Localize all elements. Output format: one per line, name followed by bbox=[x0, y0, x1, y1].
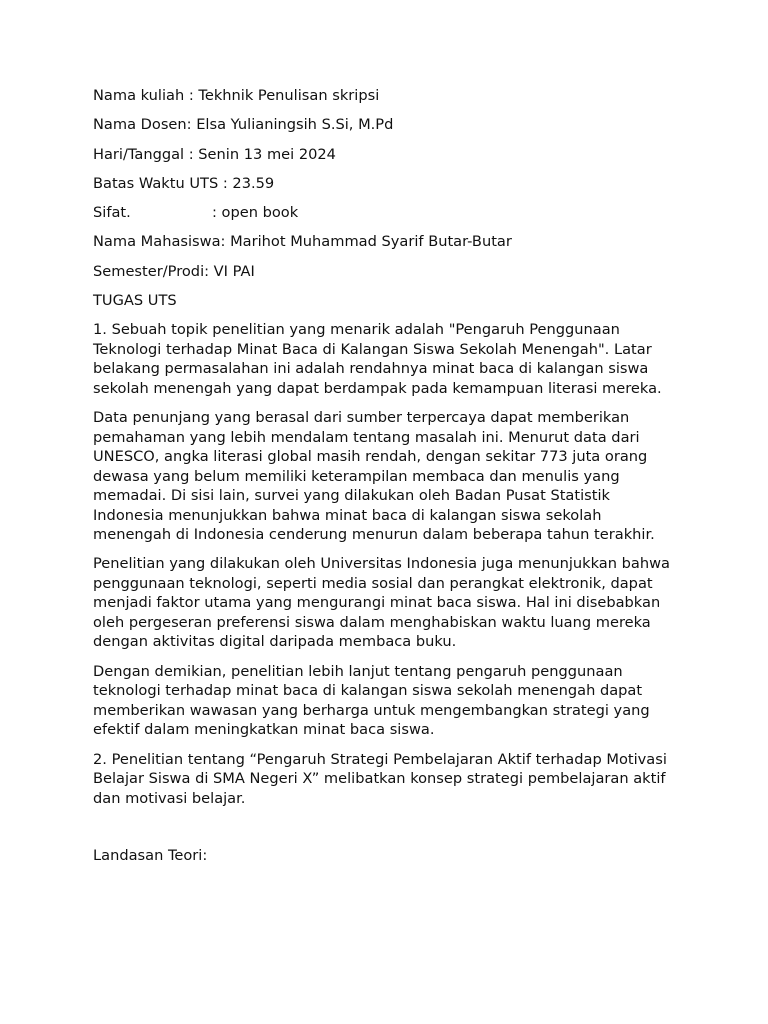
semester-line: Semester/Prodi: VI PAI bbox=[93, 262, 255, 280]
date-line: Hari/Tanggal : Senin 13 mei 2024 bbox=[93, 145, 336, 163]
paragraph-1: 1. Sebuah topik penelitian yang menarik adalah "Pengaruh Penggunaan Teknologi terhadap Minat Baca di Kalangan Siswa Sekolah Menengah". Latar belakang permasalahan ini adalah rendahnya minat baca di kalangan siswa sekolah menengah yang dapat berdampak pada kemampuan literasi mereka. bbox=[93, 321, 662, 397]
paragraph-2: Data penunjang yang berasal dari sumber terpercaya dapat memberikan pemahaman yang lebih mendalam tentang masalah ini. Menurut data dari UNESCO, angka literasi global masih rendah, dengan sekitar 773 juta orang dewasa yang belum memiliki keterampilan membaca dan menulis yang memadai. Di sisi lain, survei yang dilakukan oleh Badan Pusat Statistik Indonesia menunjukkan bahwa minat baca di kalangan siswa sekolah menengah di Indonesia cenderung menurun dalam beberapa tahun terakhir. bbox=[93, 409, 655, 544]
nature-label: Sifat. bbox=[93, 204, 131, 222]
assignment-title: TUGAS UTS bbox=[93, 292, 177, 310]
paragraph-5: 2. Penelitian tentang “Pengaruh Strategi Pembelajaran Aktif terhadap Motivasi Belajar Siswa di SMA Negeri X” melibatkan konsep strategi pembelajaran aktif dan motivasi belajar. bbox=[93, 750, 667, 807]
deadline-line: Batas Waktu UTS : 23.59 bbox=[93, 174, 275, 192]
document-body bbox=[93, 86, 681, 875]
student-line: Nama Mahasiswa: Marihot Muhammad Syarif Butar-Butar bbox=[93, 233, 512, 251]
course-line: Nama kuliah : Tekhnik Penulisan skripsi bbox=[93, 87, 380, 104]
section-heading: Landasan Teori: bbox=[93, 847, 208, 865]
paragraph-4: Dengan demikian, penelitian lebih lanjut tentang pengaruh penggunaan teknologi terhadap minat baca di kalangan siswa sekolah menengah dapat memberikan wawasan yang berharga untuk mengembangkan strategi yang efektif dalam meningkatkan minat baca siswa. bbox=[93, 662, 650, 739]
lecturer-line: Nama Dosen: Elsa Yulianingsih S.Si, M.Pd bbox=[93, 116, 394, 134]
nature-line bbox=[93, 203, 681, 223]
paragraph-3: Penelitian yang dilakukan oleh Universitas Indonesia juga menunjukkan bahwa penggunaan teknologi, seperti media sosial dan perangkat elektronik, dapat menjadi faktor utama yang mengurangi minat baca siswa. Hal ini disebabkan oleh pergeseran preferensi siswa dalam menghabiskan waktu luang mereka dengan aktivitas digital daripada membaca buku. bbox=[93, 555, 670, 651]
nature-value: : open book bbox=[212, 204, 299, 222]
